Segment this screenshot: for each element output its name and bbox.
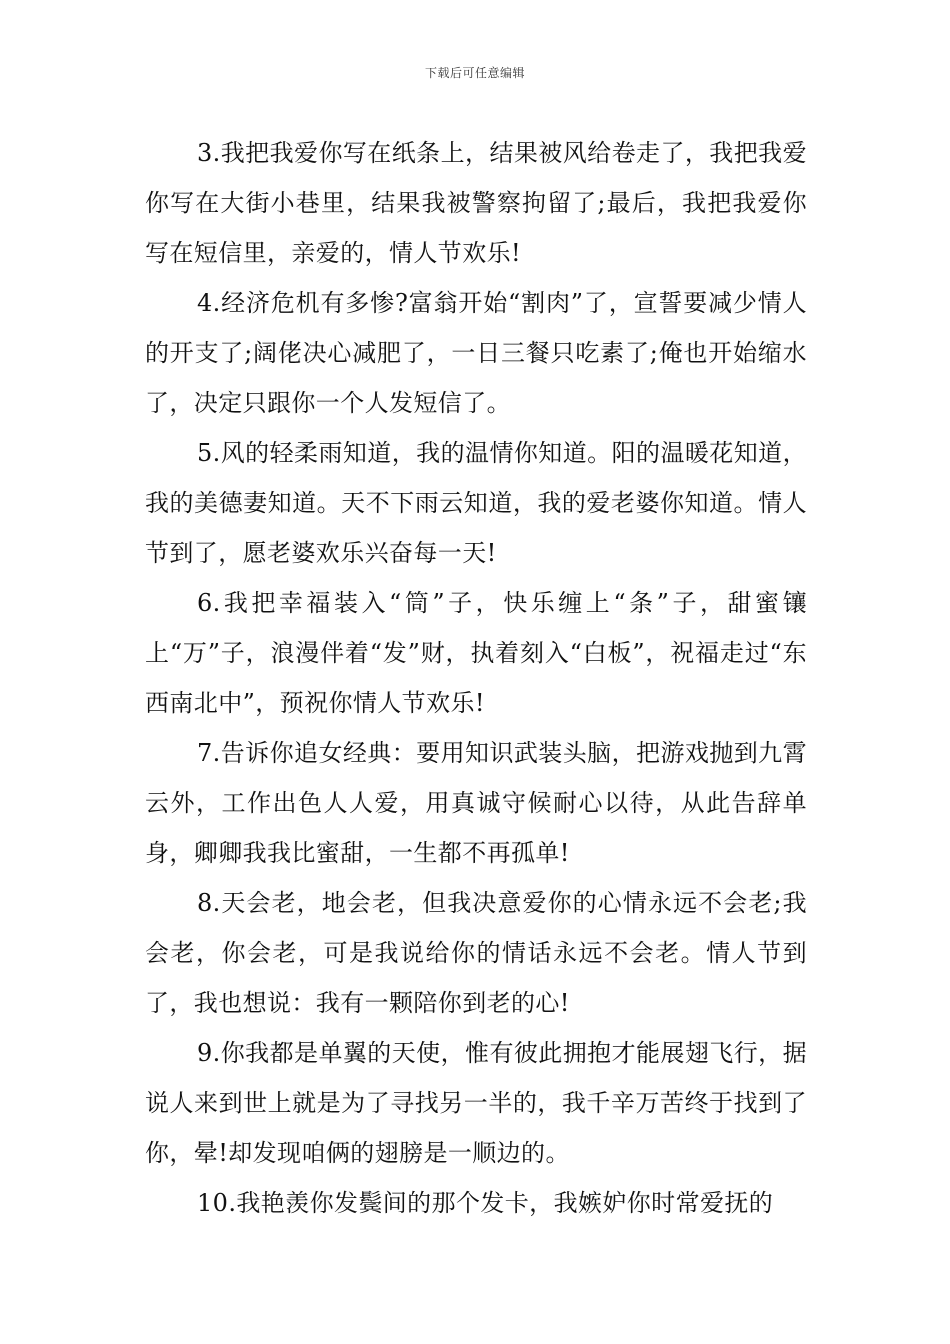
paragraph-6: 6.我把幸福装入“筒”子，快乐缠上“条”子，甜蜜镶上“万”子，浪漫伴着“发”财，执着刻入“白板”，祝福走过“东西南北中”，预祝你情人节欢乐! [145,589,807,717]
page-header: 下载后可任意编辑 [424,66,525,80]
paragraph-9: 9.你我都是单翼的天使，惟有彼此拥抱才能展翅飞行，据说人来到世上就是为了寻找另一半的，我千辛万苦终于找到了你，晕!却发现咱俩的翅膀是一顺边的。 [145,1039,807,1167]
paragraph-7: 7.告诉你追女经典：要用知识武装头脑，把游戏抛到九霄云外，工作出色人人爱，用真诚守候耐心以待，从此告辞单身，卿卿我我比蜜甜，一生都不再孤单! [145,739,807,867]
paragraph-5: 5.风的轻柔雨知道，我的温情你知道。阳的温暖花知道，我的美德妻知道。天不下雨云知道，我的爱老婆你知道。情人节到了，愿老婆欢乐兴奋每一天! [145,439,807,567]
paragraph-10: 10.我艳羡你发鬓间的那个发卡，我嫉妒你时常爱抚的 [197,1189,774,1217]
paragraph-4: 4.经济危机有多惨?富翁开始“割肉”了，宣誓要减少情人的开支了;阔佬决心减肥了，一日三餐只吃素了;俺也开始缩水了，决定只跟你一个人发短信了。 [145,289,807,417]
document-body [145,128,807,1228]
paragraph-3: 3.我把我爱你写在纸条上，结果被风给卷走了，我把我爱你写在大街小巷里，结果我被警察拘留了;最后，我把我爱你写在短信里，亲爱的，情人节欢乐! [145,139,807,267]
paragraph-8: 8.天会老，地会老，但我决意爱你的心情永远不会老;我会老，你会老，可是我说给你的情话永远不会老。情人节到了，我也想说：我有一颗陪你到老的心! [145,889,807,1017]
